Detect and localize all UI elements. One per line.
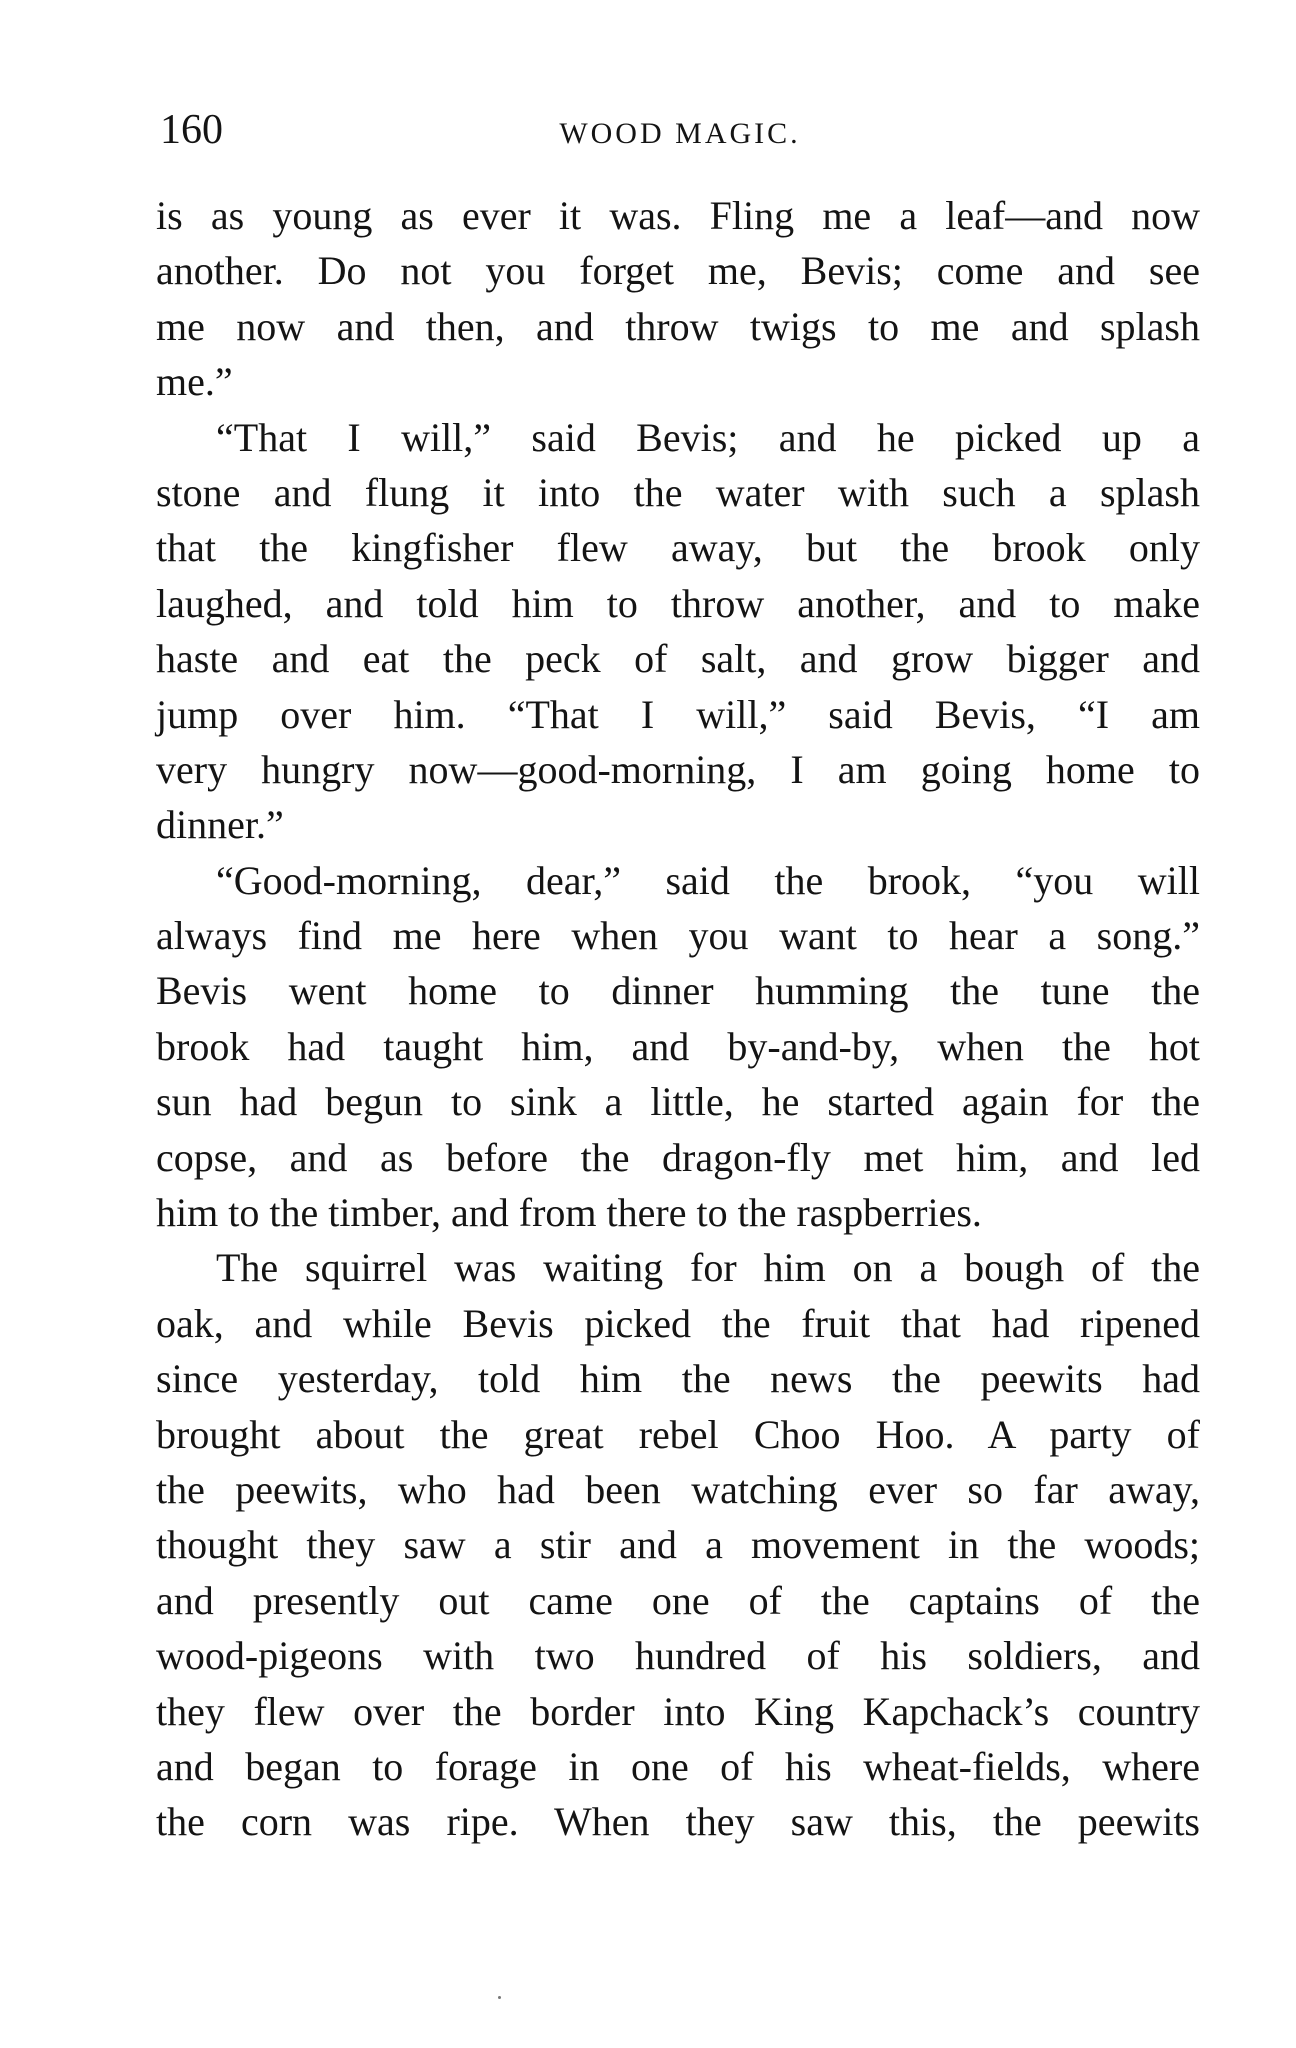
- text-line: “That I will,” said Bevis; and he picked up a: [216, 414, 1200, 460]
- text-line: is as young as ever it was. Fling me a leaf—and now: [156, 193, 1200, 238]
- text-line: Bevis went home to dinner humming the tune the: [156, 968, 1200, 1014]
- text-line: me.”: [156, 359, 233, 405]
- text-line: jump over him. “That I will,” said Bevis, “I am: [156, 691, 1200, 737]
- text-line: oak, and while Bevis picked the fruit that had ripened: [156, 1300, 1200, 1346]
- text-line: dinner.”: [156, 802, 284, 848]
- text-line: copse, and as before the dragon-fly met him, and led: [156, 1134, 1200, 1180]
- paper-speck: [498, 1996, 501, 1999]
- text-line: always find me here when you want to hear a song.”: [156, 913, 1200, 959]
- text-line: and presently out came one of the captains of the: [156, 1577, 1200, 1623]
- page-number: 160: [160, 107, 223, 153]
- text-line: the corn was ripe. When they saw this, the peewits: [156, 1799, 1200, 1845]
- text-line: since yesterday, told him the news the peewits had: [156, 1356, 1200, 1402]
- text-line: him to the timber, and from there to the raspberries.: [156, 1190, 982, 1236]
- text-line: and began to forage in one of his wheat-fields, where: [156, 1743, 1200, 1789]
- text-line: laughed, and told him to throw another, and to make: [156, 580, 1200, 626]
- text-line: wood-pigeons with two hundred of his soldiers, and: [156, 1633, 1200, 1679]
- text-line: sun had begun to sink a little, he started again for the: [156, 1079, 1200, 1125]
- running-title: WOOD MAGIC.: [559, 117, 801, 150]
- text-line: thought they saw a stir and a movement in the woods;: [156, 1522, 1200, 1568]
- text-line: stone and flung it into the water with such a splash: [156, 469, 1200, 515]
- body-text: [156, 188, 1200, 1850]
- text-line: brought about the great rebel Choo Hoo. A party of: [156, 1411, 1200, 1457]
- text-line: very hungry now—good-morning, I am going home to: [156, 746, 1200, 792]
- text-line: “Good-morning, dear,” said the brook, “you will: [216, 857, 1200, 903]
- text-line: me now and then, and throw twigs to me and splash: [156, 303, 1200, 349]
- text-line: the peewits, who had been watching ever so far away,: [156, 1466, 1200, 1512]
- text-line: brook had taught him, and by-and-by, when the hot: [156, 1023, 1200, 1069]
- text-line: The squirrel was waiting for him on a bough of the: [216, 1245, 1200, 1291]
- text-line: that the kingfisher flew away, but the brook only: [156, 525, 1200, 571]
- text-line: haste and eat the peck of salt, and grow bigger and: [156, 636, 1200, 682]
- text-line: they flew over the border into King Kapchack’s country: [156, 1688, 1200, 1734]
- text-line: another. Do not you forget me, Bevis; come and see: [156, 248, 1200, 294]
- page-header: [160, 100, 1200, 160]
